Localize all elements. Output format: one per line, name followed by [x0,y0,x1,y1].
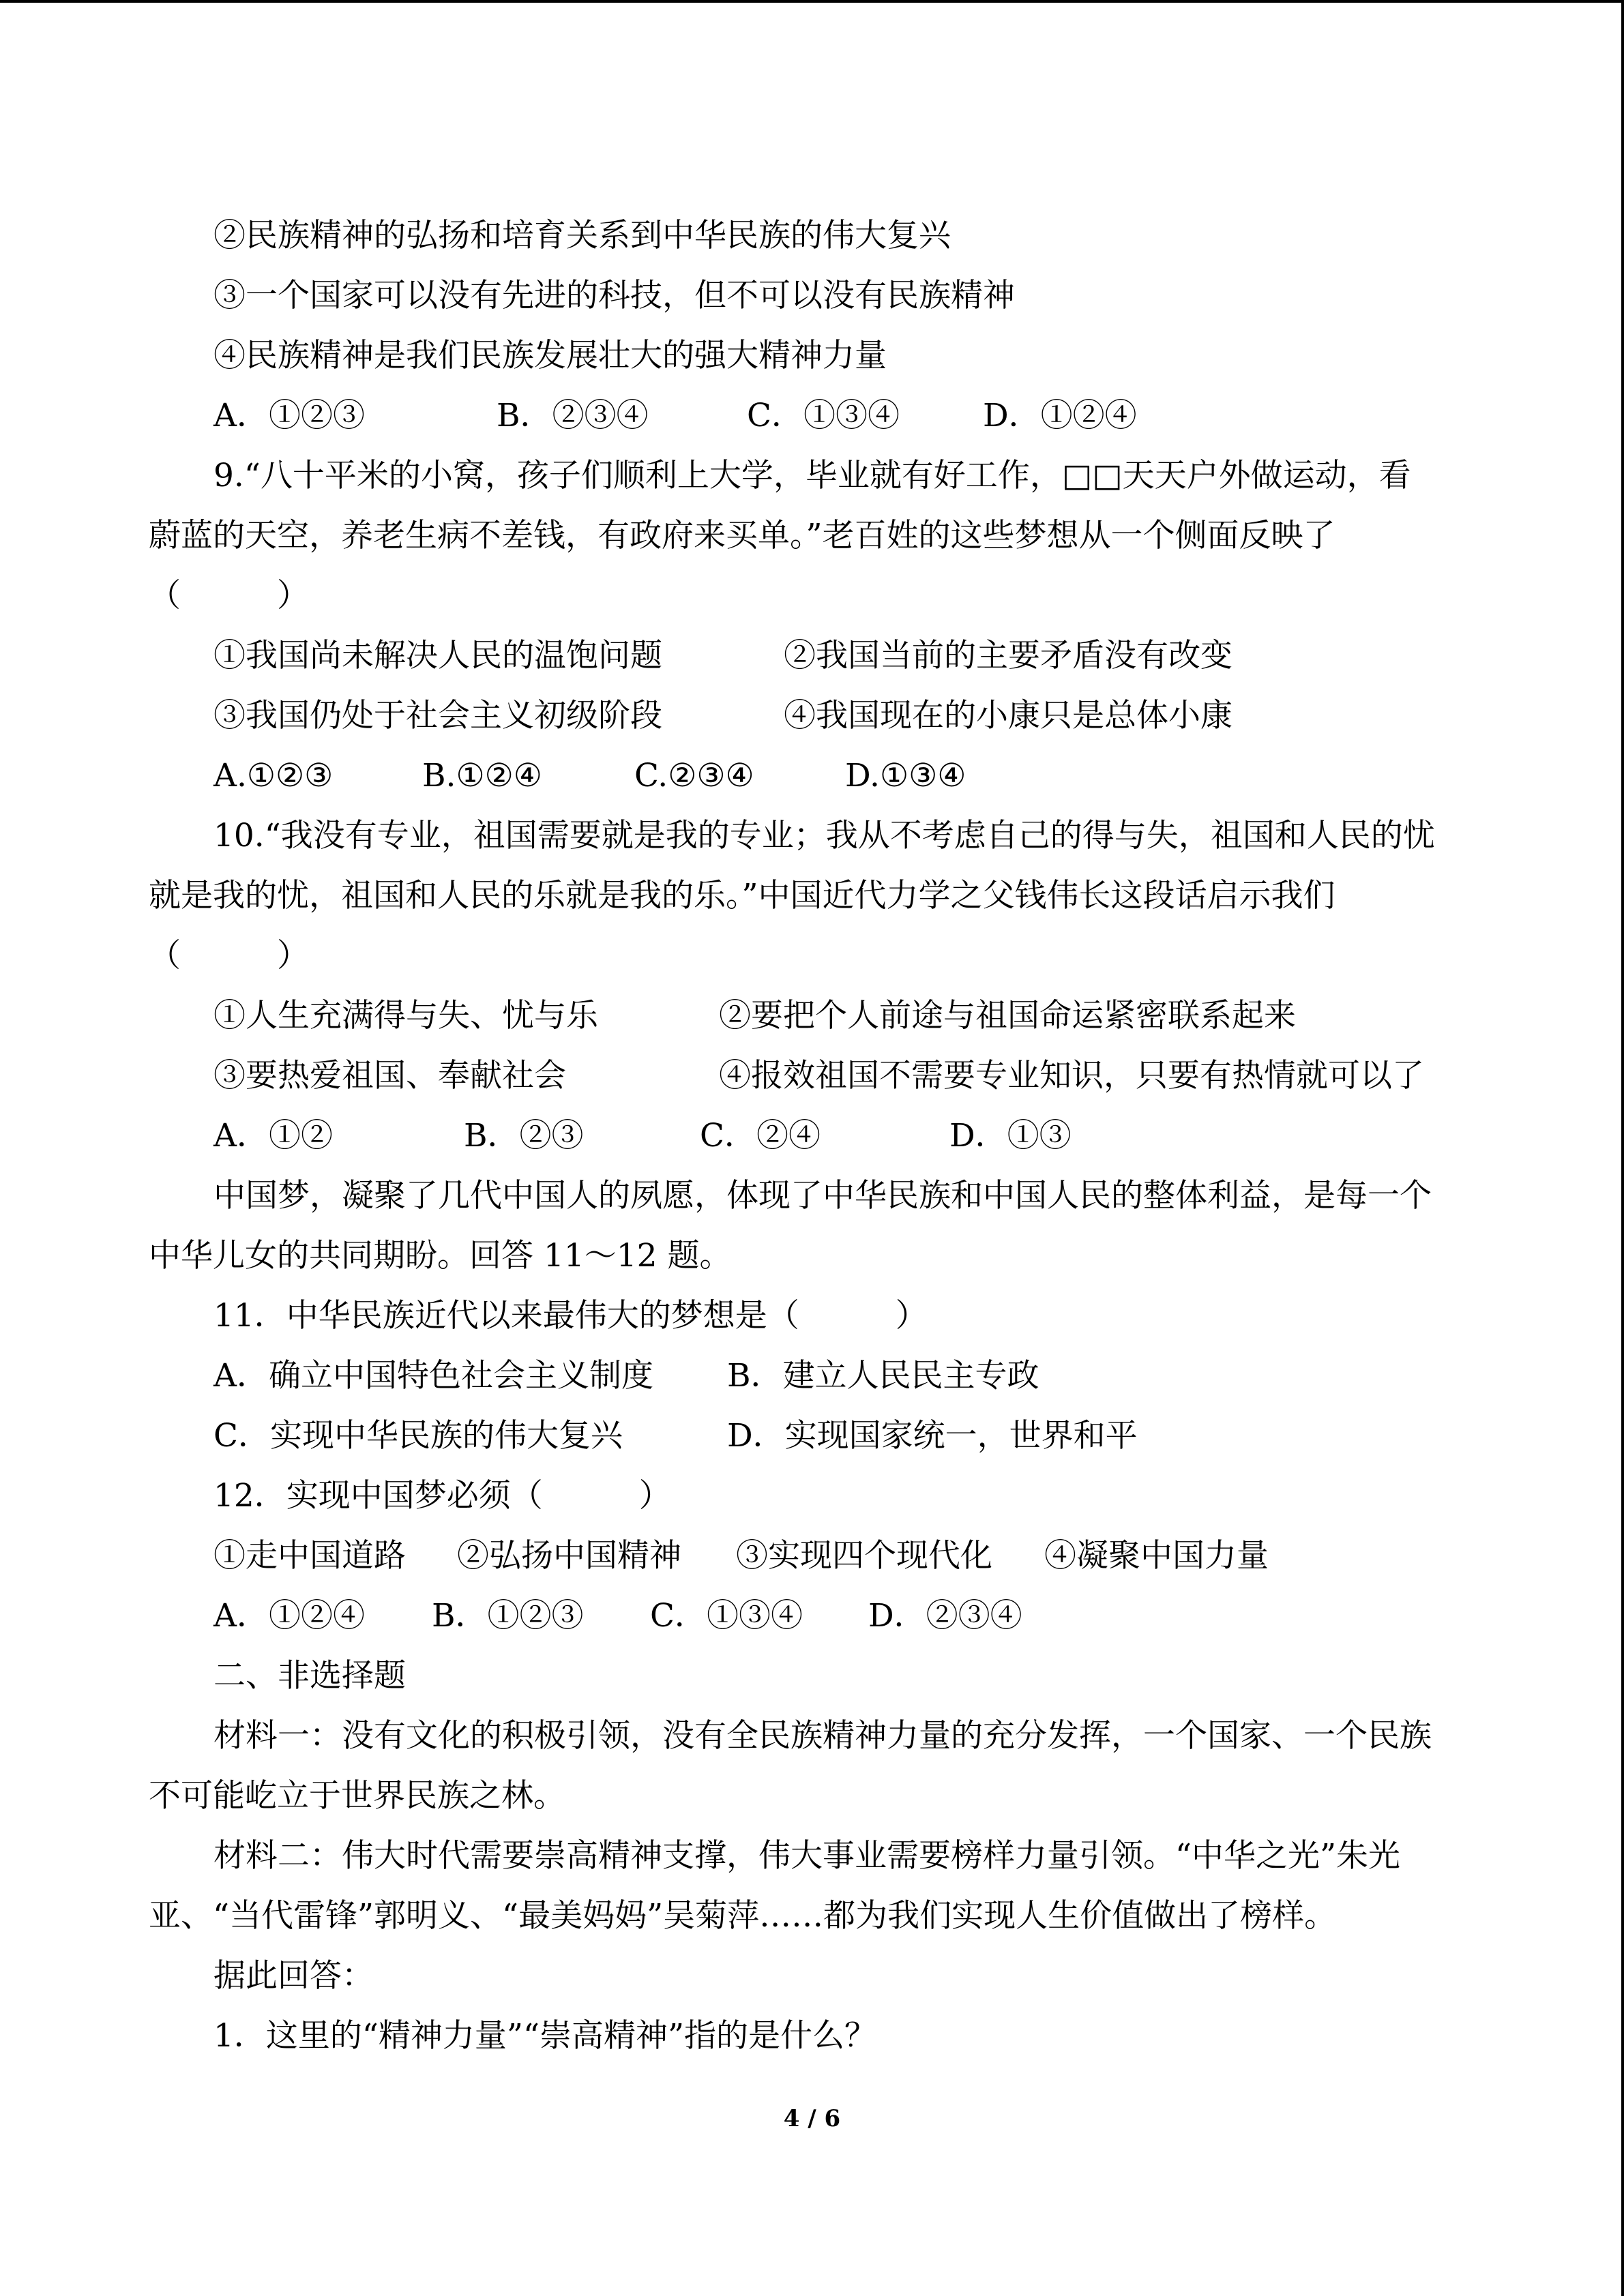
subquestion-1: 1．这里的“精神力量”“崇高精神”指的是什么？ [213,2017,877,2055]
q12-options [213,1596,1509,1637]
q9-statement-1: ①我国尚未解决人民的温饱问题 [213,637,662,674]
q12-option-a: A．①②④ [213,1597,365,1635]
q9-options [213,756,1509,796]
q9-statement-2: ②我国当前的主要矛盾没有改变 [784,637,1232,674]
q8-option-a: A．①②③ [213,397,365,434]
q11-option-c: C．实现中华民族的伟大复兴 [213,1417,623,1455]
page-number: 4 / 6 [783,2105,841,2132]
q9-option-a: A.①②③ [213,757,334,794]
q9-option-c: C.②③④ [634,757,754,794]
q10-option-c: C．②④ [700,1117,821,1154]
right-border [1621,0,1624,2296]
material-2-line1: 材料二：伟大时代需要崇高精神支撑，伟大事业需要榜样力量引领。“中华之光”朱光 [213,1837,1401,1875]
q12-statement-4: ④凝聚中国力量 [1044,1537,1269,1575]
q8-option-d: D．①②④ [983,397,1137,434]
q10-statement-1: ①人生充满得与失、忧与乐 [213,997,598,1034]
q9-statements-row1 [213,636,1509,676]
q10-statements-row1 [213,996,1509,1037]
q10-stem-line2: 就是我的忧，祖国和人民的乐就是我的乐。”中国近代力学之父钱伟长这段话启示我们 [149,877,1335,914]
q9-stem-line2: 蔚蓝的天空，养老生病不差钱，有政府来买单。”老百姓的这些梦想从一个侧面反映了 [149,517,1335,554]
q10-options [213,1116,1509,1157]
material-2-line2: 亚、“当代雷锋”郭明义、“最美妈妈”吴菊萍……都为我们实现人生价值做出了榜样。 [149,1897,1337,1935]
material-1-line2: 不可能屹立于世界民族之林。 [149,1777,565,1815]
q12-statement-1: ①走中国道路 [213,1537,406,1575]
q12-statements [213,1536,1509,1577]
q9-statement-3: ③我国仍处于社会主义初级阶段 [213,697,662,734]
intro-line1: 中国梦，凝聚了几代中国人的夙愿，体现了中华民族和中国人民的整体利益，是每一个 [213,1177,1432,1214]
q11-option-d: D．实现国家统一，世界和平 [727,1417,1138,1455]
top-border [0,0,1624,3]
q12-option-d: D．②③④ [868,1597,1022,1635]
q10-statement-2: ②要把个人前途与祖国命运紧密联系起来 [719,997,1296,1034]
intro-line2: 中华儿女的共同期盼。回答 11～12 题。 [149,1237,732,1274]
q10-option-b: B．②③ [464,1117,584,1154]
q8-statement-3: ③一个国家可以没有先进的科技，但不可以没有民族精神 [213,277,1015,314]
q8-option-b: B．②③④ [497,397,649,434]
q9-option-d: D.①③④ [845,757,966,794]
q10-answer-paren: （ ） [149,937,309,974]
q10-statement-3: ③要热爱祖国、奉献社会 [213,1057,566,1094]
q10-option-a: A．①② [213,1117,333,1154]
answer-prompt: 据此回答： [213,1957,374,1995]
q12-statement-2: ②弘扬中国精神 [457,1537,681,1575]
q10-statements-row2 [213,1056,1509,1097]
q9-stem-line1: 9.“八十平米的小窝，孩子们顺利上大学，毕业就有好工作，□□天天户外做运动，看 [213,457,1411,494]
q8-options [213,396,1509,436]
material-1-line1: 材料一：没有文化的积极引领，没有全民族精神力量的充分发挥，一个国家、一个民族 [213,1717,1432,1755]
q9-statements-row2 [213,696,1509,736]
q12-statement-3: ③实现四个现代化 [736,1537,992,1575]
q10-statement-4: ④报效祖国不需要专业知识，只要有热情就可以了 [719,1057,1424,1094]
q11-option-b: B．建立人民民主专政 [727,1357,1039,1395]
section-2-heading: 二、非选择题 [213,1657,406,1695]
q11-option-a: A．确立中国特色社会主义制度 [213,1357,653,1395]
q9-statement-4: ④我国现在的小康只是总体小康 [784,697,1232,734]
q12-stem: 12．实现中国梦必须（ ） [213,1477,671,1515]
q11-options-row1 [213,1356,1509,1397]
q11-stem: 11．中华民族近代以来最伟大的梦想是（ ） [213,1297,928,1335]
q12-option-c: C．①③④ [650,1597,803,1635]
q12-option-b: B．①②③ [432,1597,584,1635]
q8-option-c: C．①③④ [747,397,900,434]
q10-stem-line1: 10.“我没有专业，祖国需要就是我的专业；我从不考虑自己的得与失，祖国和人民的忧 [213,817,1435,854]
q8-statement-4: ④民族精神是我们民族发展壮大的强大精神力量 [213,337,887,374]
q11-options-row2 [213,1416,1509,1457]
q8-statement-2: ②民族精神的弘扬和培育关系到中华民族的伟大复兴 [213,217,951,254]
q10-option-d: D．①③ [949,1117,1072,1154]
q9-option-b: B.①②④ [422,757,542,794]
q9-answer-paren: （ ） [149,577,309,614]
